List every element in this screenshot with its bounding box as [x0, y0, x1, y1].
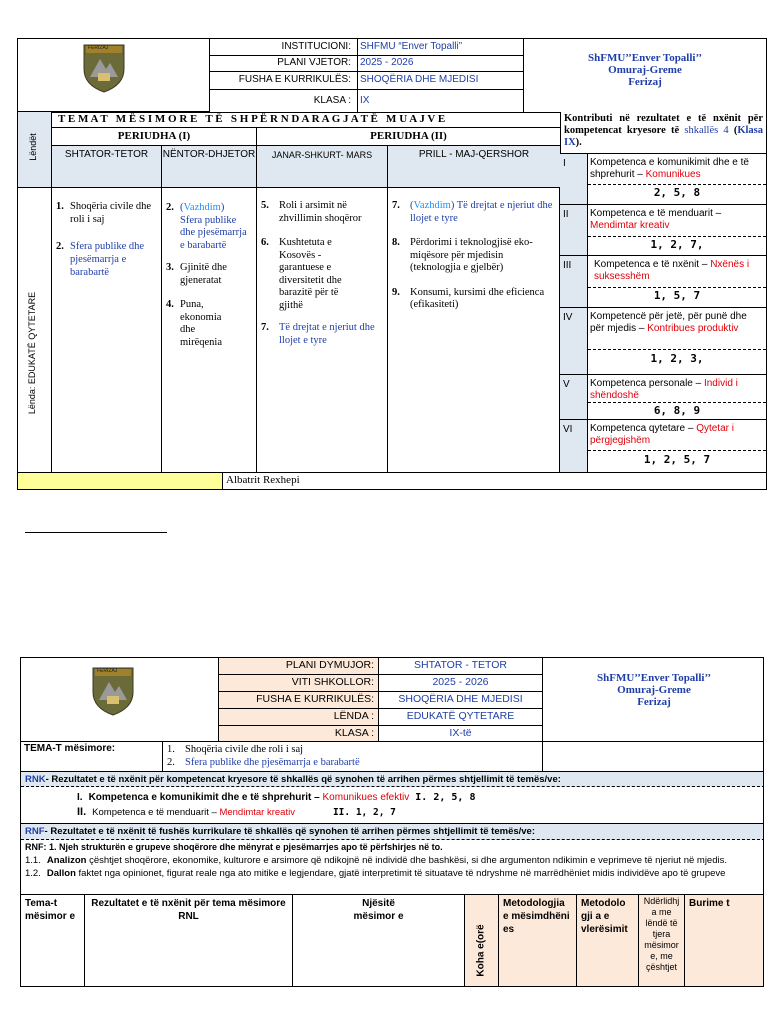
- author-name: Albatrit Rexhepi: [226, 474, 300, 486]
- themes-col-3: [257, 188, 388, 472]
- header-values: [358, 39, 524, 112]
- header-labels: [210, 39, 358, 112]
- col-metodologjia: Metodologjia e mësimdhëni es: [499, 895, 577, 987]
- col-burimet: Burime t: [685, 895, 764, 987]
- plan-label: PLANI VJETOR:: [210, 56, 357, 72]
- rnf-1-1: 1.1. Analizon çështjet shoqërore, ekonomike, kulturore e arsimore që ndikojnë në individë dhe bashkësi, si dhe argumenton ndikimin e veprimeve të njeriut në mjedis.: [25, 855, 727, 866]
- month-1: SHTATOR-TETOR: [52, 146, 162, 187]
- col-nderlidhja: Ndërlidhj a me lëndë të tjera mësimor e, me çështjet: [639, 895, 685, 987]
- lendet-cell: [18, 112, 52, 188]
- col-tema: Tema-t mësimor e: [21, 895, 85, 987]
- theme-item: 7. (Vazhdim) Të drejtat e njeriut dhe llojet e tyre: [392, 200, 553, 224]
- rnk-item: I. Kompetenca e komunikimit dhe e të shprehurit – Komunikues efektiv I. 2, 5, 8: [77, 792, 476, 803]
- theme-item: 2. (Vazhdim) Sfera publike dhe pjesëmarrja e barabartë: [166, 202, 247, 251]
- subject-cell: [18, 188, 52, 472]
- period-1: PERIUDHA (I): [52, 128, 257, 146]
- theme-item: 6. Kushtetuta e Kosovës - garantuese e diversitetit dhe barazitë për të gjithë: [261, 237, 342, 311]
- themes-col-1: [52, 188, 162, 472]
- competence-4: IV Kompetencë për jetë, për punë dhe për mjedis – Kontribues produktiv 1, 2, 3,: [560, 308, 766, 375]
- bimonthly-plan-table: [20, 657, 764, 987]
- subject-label: LËNDA :: [219, 709, 378, 726]
- tema-list: 1. Shoqëria civile dhe roli i saj 2. Sfera publike dhe pjesëmarrja e barabartë: [163, 742, 543, 771]
- competence-3: III Kompetenca e të nxënit – Nxënës i suksesshëm 1, 5, 7: [560, 256, 766, 308]
- theme-item: 7. Të drejtat e njeriut dhe llojet e tyre: [261, 322, 375, 346]
- logo-text: FERIZAJ: [88, 45, 109, 51]
- competence-2: II Kompetenca e të menduarit – Mendimtar kreativ 1, 2, 7,: [560, 205, 766, 256]
- theme-item: 5. Roli i arsimit në zhvillimin shoqëror: [261, 200, 362, 224]
- school-name-line3: Ferizaj: [628, 76, 662, 88]
- class-value-2: IX-të: [449, 727, 472, 739]
- school-name: [524, 39, 766, 112]
- field-value: SHOQËRIA DHE MJEDISI: [358, 72, 523, 90]
- themes-title: T E M A T M Ë S I M O R E T Ë S H P Ë R N D A R A G J A T Ë M U A J V E: [52, 112, 560, 128]
- lendet-label: Lëndët: [28, 133, 38, 161]
- col-njesite: Njësitë mësimor e: [293, 895, 465, 987]
- theme-item: 8. Përdorimi i teknologjisë eko-miqësore për mjedisin (teknologjia e gjelbër): [392, 237, 533, 273]
- columns-header: [21, 894, 764, 987]
- theme-item: 1. Shoqëria civile dhe roli i saj: [56, 201, 152, 225]
- year-value: 2025 - 2026: [379, 675, 542, 692]
- institution-value: SHFMU “Enver Topalli”: [358, 39, 523, 56]
- class-label-2: KLASA :: [334, 727, 374, 739]
- rnk-item: II. Kompetenca e të menduarit – Mendimtar kreativ II. 1, 2, 7: [77, 806, 396, 818]
- annual-plan-table: [17, 38, 767, 490]
- theme-item: 3. Gjinitë dhe gjeneratat: [166, 262, 227, 286]
- competence-6: VI Kompetenca qytetare – Qytetar i përgjegjshëm 1, 2, 5, 7: [560, 420, 766, 472]
- plan-label-2: PLANI DYMUJOR:: [219, 658, 378, 675]
- school-logo: [82, 43, 126, 93]
- theme-item: 9. Konsumi, kursimi dhe eficienca (efikasiteti): [392, 286, 545, 310]
- theme-item: 4. Puna, ekonomia dhe mirëqenia: [166, 299, 222, 348]
- rnf-line: RNF: 1. Njeh strukturën e grupeve shoqërore dhe mënyrat e pjesëmarrjes apo të përfshirjes në to.: [25, 842, 443, 852]
- rnf-header: RNF- Rezultatet e të nxënit të fushës kurrikulare të shkallës që synohen të arrihen përmes shtjellimit të temës/ve:: [21, 824, 764, 840]
- rnf-body: [21, 841, 764, 880]
- header-logo-cell: [18, 39, 210, 112]
- month-4: PRILL - MAJ-QERSHOR: [418, 149, 530, 160]
- plan-value: 2025 - 2026: [358, 56, 523, 72]
- school-name-line1: ShFMU’’Enver Topalli’’: [588, 52, 702, 64]
- rnk-items: [21, 790, 764, 824]
- institution-label: INSTITUCIONI:: [210, 39, 357, 56]
- school-logo-2: [91, 666, 135, 716]
- month-3: JANAR-SHKURT- MARS: [257, 146, 388, 187]
- competence-5: V Kompetenca personale – Individ i shëndoshë 6, 8, 9: [560, 375, 766, 420]
- rnk-header: RNK- Rezultatet e të nxënit për kompetencat kryesore të shkallës që synohen të arrihen përmes shtjellimit të temës/ve:: [21, 771, 764, 787]
- subject-vertical-label: Lënda: EDUKATË QYTETARE: [27, 291, 37, 415]
- contribution-title: Kontributi në rezultatet e të nxënit për kompetencat kryesore të shkallës 4 (Klasa IX).: [560, 112, 766, 154]
- separator-line: [25, 532, 167, 533]
- plan-value-2: SHTATOR - TETOR: [379, 658, 542, 675]
- themes-col-2: [162, 188, 257, 472]
- footer-row: [18, 472, 766, 489]
- field-label-2: FUSHA E KURRIKULËS:: [219, 692, 378, 709]
- class-value: IX: [360, 95, 370, 106]
- col-koha: Koha e(orë: [465, 895, 499, 987]
- col-vleresimi: Metodolo gji a e vlerësimit: [577, 895, 639, 987]
- header-logo-cell-2: [21, 658, 219, 742]
- theme-item: 2. Sfera publike dhe pjesëmarrja e barabartë: [56, 241, 145, 278]
- logo-text: FERIZAJ: [97, 668, 118, 674]
- field-label: FUSHA E KURRIKULËS:: [210, 72, 357, 90]
- school-name-line2: Omuraj-Greme: [608, 64, 682, 76]
- school-name-2: ShFMU’’Enver Topalli’’ Omuraj-Greme Ferizaj: [597, 672, 711, 708]
- competences-list: [560, 154, 766, 472]
- themes-col-4: [388, 188, 560, 472]
- months-row: [52, 146, 560, 188]
- subject-value: EDUKATË QYTETARE: [379, 709, 542, 726]
- header-values-2: [379, 658, 543, 742]
- tema-label: TEMA-T mësimore:: [21, 742, 163, 771]
- rnf-1-2: 1.2. Dallon faktet nga opinionet, figurat reale nga ato mitike e legjendare, gjatë interpretimit të situatave të ndryshme në marrëdhëniet midis individëve apo të grupeve: [25, 868, 726, 879]
- period-2: PERIUDHA (II): [257, 128, 560, 146]
- month-2: NËNTOR-DHJETOR: [162, 146, 257, 187]
- class-label: KLASA :: [313, 95, 351, 106]
- field-value-2: SHOQËRIA DHE MJEDISI: [379, 692, 542, 709]
- competence-1: I Kompetenca e komunikimit dhe e të shprehurit – Komunikues 2, 5, 8: [560, 154, 766, 205]
- year-label: VITI SHKOLLOR:: [219, 675, 378, 692]
- col-rezultatet: Rezultatet e të nxënit për tema mësimore RNL: [85, 895, 293, 987]
- header-labels-2: [219, 658, 379, 742]
